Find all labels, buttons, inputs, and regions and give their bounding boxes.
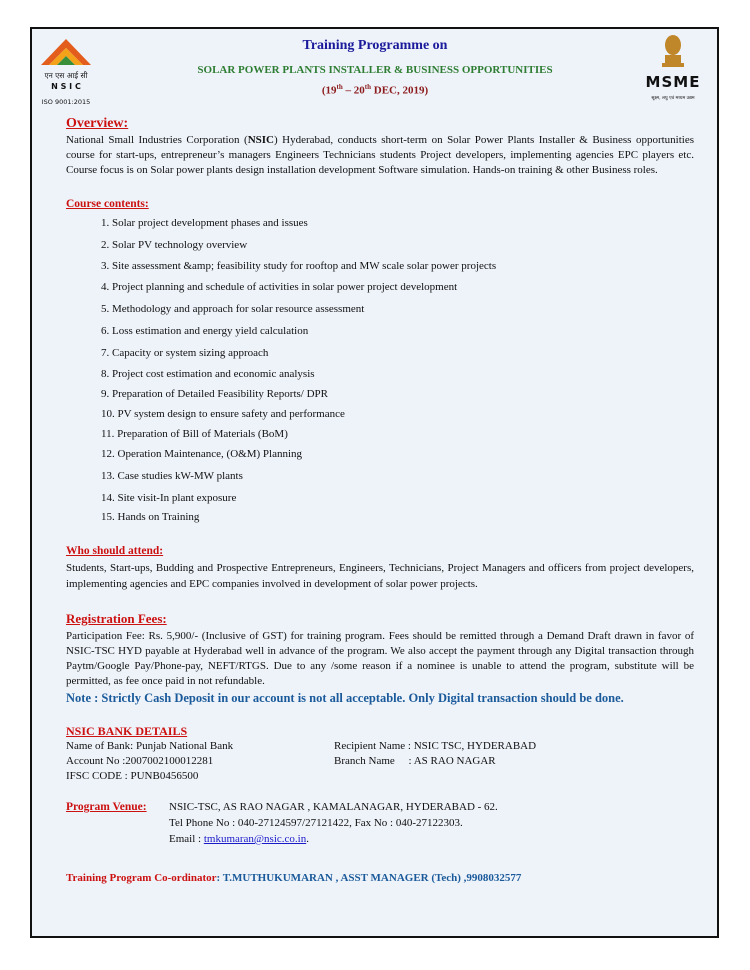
- nsic-iso-text: ISO 9001:2015: [41, 98, 91, 106]
- date-sup-2: th: [364, 83, 371, 91]
- course-item: 9. Preparation of Detailed Feasibility Reports/ DPR: [101, 388, 328, 400]
- msme-caption-text: सूक्ष्म, लघु एवं मध्यम उद्यम: [651, 96, 695, 101]
- venue-label: Program Venue:: [66, 801, 147, 813]
- email-link[interactable]: tmkumaran@nsic.co.in: [203, 833, 307, 845]
- overview-lead: National Small Industries Corporation (: [66, 134, 248, 146]
- bank-recipient: Recipient Name : NSIC TSC, HYDERABAD: [334, 740, 537, 752]
- attend-heading: Who should attend:: [66, 545, 164, 557]
- venue-email-label: Email :: [169, 833, 204, 845]
- venue-phone: Tel Phone No : 040-27124597/27121422, Fax No : 040-27122303.: [169, 817, 463, 829]
- bank-heading: NSIC BANK DETAILS: [66, 724, 188, 738]
- course-item: 6. Loss estimation and energy yield calculation: [101, 325, 309, 337]
- course-item: 5. Methodology and approach for solar resource assessment: [101, 303, 365, 315]
- bank-branch: Branch Name : AS RAO NAGAR: [334, 755, 496, 767]
- program-date: [0, 83, 750, 97]
- nsic-logo-text: N S I C: [51, 82, 81, 91]
- overview-text: [66, 133, 694, 178]
- venue-email-tail: .: [306, 833, 309, 845]
- coordinator-label: Training Program Co-ordinator: [66, 872, 217, 884]
- course-item: 11. Preparation of Bill of Materials (BoM): [101, 428, 288, 440]
- fees-text: Participation Fee: Rs. 5,900/- (Inclusive of GST) for training program. Fees should be remitted through a Demand Draft drawn in favor of NSIC-TSC HYD payable at Hyderabad well in advance of the program. We also accept the payment through any Digital transaction through Paytm/Google Pay/Phone-pay, NEFT/RTGS. Due to any /some reason if a nominee is unable to attend the program, substitute will be permitted, as fee once paid in not refundable.: [66, 630, 694, 687]
- overview-bold: NSIC: [247, 134, 275, 146]
- course-item: 12. Operation Maintenance, (O&M) Planning: [101, 448, 303, 460]
- nsic-hindi-text: एन एस आई सी: [44, 71, 88, 80]
- date-mid: – 20: [342, 84, 365, 97]
- course-item: 15. Hands on Training: [101, 511, 200, 523]
- date-open: (19: [321, 84, 337, 97]
- msme-logo-text: MSME: [645, 73, 701, 91]
- date-sup-1: th: [336, 83, 343, 91]
- coordinator-value: T.MUTHUKUMARAN , ASST MANAGER (Tech) ,9908032577: [222, 872, 522, 884]
- course-item: 4. Project planning and schedule of activities in solar power project development: [101, 281, 458, 293]
- course-item: 3. Site assessment &amp; feasibility study for rooftop and MW scale solar power projects: [101, 260, 497, 272]
- fees-note: Note : Strictly Cash Deposit in our account is not all acceptable. Only Digital transaction should be done.: [66, 691, 624, 705]
- course-item: 10. PV system design to ensure safety and performance: [101, 408, 345, 420]
- course-item: 7. Capacity or system sizing approach: [101, 347, 269, 359]
- course-item: 1. Solar project development phases and issues: [101, 217, 308, 229]
- course-item: 8. Project cost estimation and economic analysis: [101, 368, 315, 380]
- bank-name: Name of Bank: Punjab National Bank: [66, 740, 234, 752]
- date-close: DEC, 2019): [371, 84, 429, 97]
- course-heading: Course contents:: [66, 198, 149, 210]
- course-item: 14. Site visit-In plant exposure: [101, 492, 237, 504]
- fees-heading: Registration Fees:: [66, 611, 167, 626]
- coordinator-sep: :: [216, 872, 223, 884]
- bank-account: Account No :2007002100012281: [66, 755, 214, 767]
- page-title: Training Programme on: [302, 38, 448, 53]
- venue-address: NSIC-TSC, AS RAO NAGAR , KAMALANAGAR, HYDERABAD - 62.: [169, 801, 498, 813]
- coordinator-row: [66, 868, 521, 886]
- overview-heading: Overview:: [66, 116, 129, 131]
- overview-rest: ) Hyderabad, conducts short-term on Solar Power Plants Installer & Business opportunities course for start-ups, entrepreneur’s managers Engineers Technicians students Project developers, implementing agencies EPC players etc. Course focus is on Solar power plants design installation development Software simulation. Hands-on training & other Business roles.: [66, 134, 694, 176]
- page-subtitle: SOLAR POWER PLANTS INSTALLER & BUSINESS OPPORTUNITIES: [197, 64, 553, 76]
- bank-ifsc: IFSC CODE : PUNB0456500: [66, 770, 199, 782]
- attend-text: Students, Start-ups, Budding and Prospective Entrepreneurs, Engineers, Technicians, Project Managers and officers from project developers, implementing agencies and EPC companies involved in development of solar power projects.: [66, 562, 694, 590]
- venue-email-row: [169, 833, 309, 845]
- course-item: 13. Case studies kW-MW plants: [101, 470, 243, 482]
- course-item: 2. Solar PV technology overview: [101, 239, 248, 251]
